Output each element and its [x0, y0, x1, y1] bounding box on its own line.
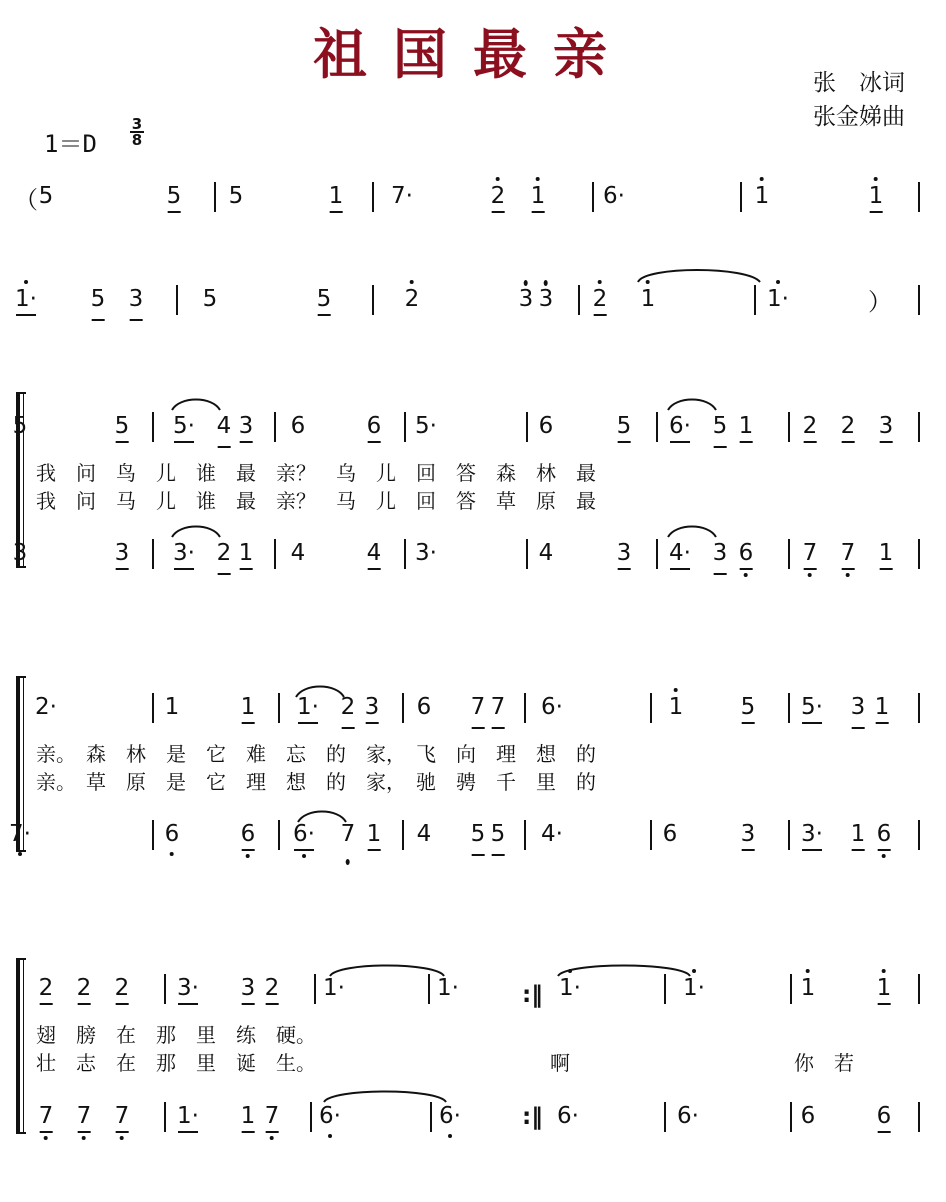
intro-line1-note: 7·: [391, 183, 413, 209]
melody-line1-note: 6·: [669, 413, 691, 439]
harmony-line3-note: 7: [38, 1103, 54, 1129]
melody-line1-note: 3: [238, 413, 254, 439]
slur: [172, 400, 220, 411]
harmony-line1-note: 7: [840, 540, 856, 566]
harmony-line1-note: 1: [238, 540, 254, 566]
intro-line1-note: 5: [38, 183, 54, 209]
melody-line2-note: 3: [850, 694, 866, 720]
intro-line2-note: 1·: [767, 286, 789, 312]
intro-line2-note: 3: [518, 286, 534, 312]
melody-line1-note: 6: [538, 413, 554, 439]
intro-line2-note: 3: [128, 286, 144, 312]
harmony-line2-note: 5: [470, 821, 486, 847]
melody-line2-note: 1: [668, 694, 684, 720]
melody-line1-note: 2: [802, 413, 818, 439]
melody-line2-note: 7: [470, 694, 486, 720]
harmony-line2-note: 6: [662, 821, 678, 847]
melody-line1-note: 2: [840, 413, 856, 439]
slur: [330, 966, 444, 977]
harmony-line2-note: 1: [366, 821, 382, 847]
melody-line3-note: 2: [114, 975, 130, 1001]
melody-line1-note: 6: [290, 413, 306, 439]
slur: [638, 270, 760, 282]
repeat-sign-harmony: :‖: [522, 1104, 543, 1130]
song-title: 祖国最亲: [313, 23, 633, 86]
slur: [668, 400, 716, 411]
harmony-line1-note: 4: [538, 540, 554, 566]
harmony-line1-note: 1: [878, 540, 894, 566]
lyrics-verse2-line3: 壮 志 在 那 里 诞 生。: [36, 1051, 316, 1075]
harmony-line2-note: 4·: [541, 821, 563, 847]
harmony-line3-note: 6: [876, 1103, 892, 1129]
harmony-line2-note: 6: [876, 821, 892, 847]
harmony-line1-note: 3: [712, 540, 728, 566]
harmony-line3-note: 7: [264, 1103, 280, 1129]
intro-line1-note: 1: [754, 183, 770, 209]
melody-line1-note: 5: [114, 413, 130, 439]
intro-close-paren: ）: [868, 288, 892, 316]
melody-line1-note: 5: [616, 413, 632, 439]
harmony-line1-note: 3·: [415, 540, 437, 566]
harmony-line1-note: 2: [216, 540, 232, 566]
intro-line1-note: 1: [328, 183, 344, 209]
melody-line3-note: 2: [76, 975, 92, 1001]
melody-line3-note: 1·: [683, 975, 705, 1001]
melody-line3-note: 1·: [323, 975, 345, 1001]
melody-line3-note: 1: [876, 975, 892, 1001]
harmony-line2-note: 3: [740, 821, 756, 847]
intro-line2-note: 1·: [15, 286, 37, 312]
harmony-line2-note: 6·: [293, 821, 315, 847]
melody-line3-note: 3: [240, 975, 256, 1001]
lyrics-verse1-line1: 我 问 鸟 儿 谁 最 亲？ 乌 儿 回 答 森 林 最: [36, 461, 596, 485]
harmony-line3-note: 6·: [557, 1103, 579, 1129]
melody-line1-note: 3: [878, 413, 894, 439]
lyrics-verse2-tail-ah: 啊: [550, 1051, 570, 1075]
intro-line1-note: 2: [490, 183, 506, 209]
lyrics-verse2-line2: 亲。 草 原 是 它 理 想 的 家， 驰 骋 千 里 的: [36, 770, 596, 794]
intro-line2-note: 3: [538, 286, 554, 312]
harmony-line2-note: 4: [416, 821, 432, 847]
melody-line3-note: 1·: [559, 975, 581, 1001]
harmony-line1-note: 3: [616, 540, 632, 566]
harmony-line3-note: 1·: [177, 1103, 199, 1129]
melody-line3-note: 3·: [177, 975, 199, 1001]
melody-line2-note: 6: [416, 694, 432, 720]
harmony-line2-note: 6: [240, 821, 256, 847]
harmony-line3-note: 1: [240, 1103, 256, 1129]
melody-line2-note: 1: [240, 694, 256, 720]
key-signature: 1＝D: [44, 130, 97, 158]
harmony-line1-note: 6: [738, 540, 754, 566]
harmony-line1-note: 3: [12, 540, 28, 566]
melody-line2-note: 2·: [35, 694, 57, 720]
melody-line2-note: 2: [340, 694, 356, 720]
lyrics-verse1-line2: 亲。 森 林 是 它 难 忘 的 家， 飞 向 理 想 的: [36, 742, 596, 766]
intro-line1-note: 1: [530, 183, 546, 209]
melody-line2-note: 5·: [801, 694, 823, 720]
intro-line2-note: 1: [640, 286, 656, 312]
intro-line2-note: 5: [90, 286, 106, 312]
harmony-line1-note: 3: [114, 540, 130, 566]
slur: [558, 966, 690, 977]
harmony-line2-note: 1: [850, 821, 866, 847]
melody-line2-note: 1: [874, 694, 890, 720]
intro-line2-note: 2: [592, 286, 608, 312]
harmony-line3-note: 6: [800, 1103, 816, 1129]
harmony-line2-note: 6: [164, 821, 180, 847]
intro-line1-note: 5: [166, 183, 182, 209]
composer-credit: 张金娣曲: [813, 104, 905, 130]
melody-line2-note: 3: [364, 694, 380, 720]
slur: [668, 527, 716, 538]
harmony-line1-note: 3·: [173, 540, 195, 566]
intro-line1-note: 6·: [603, 183, 625, 209]
lyrics-verse2-tail-ni: 你 若: [794, 1051, 854, 1075]
harmony-line1-note: 4: [290, 540, 306, 566]
slur: [296, 687, 344, 698]
melody-line1-note: 5·: [415, 413, 437, 439]
intro-line1-note: 5: [228, 183, 244, 209]
melody-line1-note: 5·: [173, 413, 195, 439]
melody-line3-note: 2: [38, 975, 54, 1001]
harmony-line2-note: 5: [490, 821, 506, 847]
melody-line2-note: 1·: [297, 694, 319, 720]
repeat-sign-melody: :‖: [522, 982, 543, 1008]
time-signature: 3 8: [131, 115, 143, 149]
melody-line2-note: 5: [740, 694, 756, 720]
melody-line3-note: 1: [800, 975, 816, 1001]
melody-line1-note: 6: [366, 413, 382, 439]
harmony-line3-note: 6·: [677, 1103, 699, 1129]
slur: [324, 1092, 446, 1103]
harmony-line3-note: 6·: [319, 1103, 341, 1129]
slur: [298, 812, 346, 823]
melody-line1-note: 1: [738, 413, 754, 439]
melody-line1-note: 4: [216, 413, 232, 439]
melody-line2-note: 7: [490, 694, 506, 720]
melody-line2-note: 6·: [541, 694, 563, 720]
harmony-line2-note: 3·: [801, 821, 823, 847]
harmony-line1-note: 4·: [669, 540, 691, 566]
lyricist-credit: 张 冰词: [813, 70, 905, 96]
intro-open-paren: （: [14, 186, 38, 214]
melody-line3-note: 2: [264, 975, 280, 1001]
slur: [172, 527, 220, 538]
lyrics-verse1-line3: 翅 膀 在 那 里 练 硬。: [36, 1023, 316, 1047]
harmony-line2-note: 7·: [9, 821, 31, 847]
melody-line1-note: 5: [712, 413, 728, 439]
intro-line2-note: 5: [202, 286, 218, 312]
melody-line2-note: 1: [164, 694, 180, 720]
harmony-line1-note: 4: [366, 540, 382, 566]
lyrics-verse2-line1: 我 问 马 儿 谁 最 亲？ 马 儿 回 答 草 原 最: [36, 489, 596, 513]
melody-line1-note: 5: [12, 413, 28, 439]
harmony-line3-note: 6·: [439, 1103, 461, 1129]
harmony-line1-note: 7: [802, 540, 818, 566]
intro-line1-note: 1: [868, 183, 884, 209]
harmony-line3-note: 7: [76, 1103, 92, 1129]
intro-line2-note: 2: [404, 286, 420, 312]
intro-line2-note: 5: [316, 286, 332, 312]
melody-line3-note: 1·: [437, 975, 459, 1001]
harmony-line2-note: 7: [340, 821, 356, 847]
harmony-line3-note: 7: [114, 1103, 130, 1129]
